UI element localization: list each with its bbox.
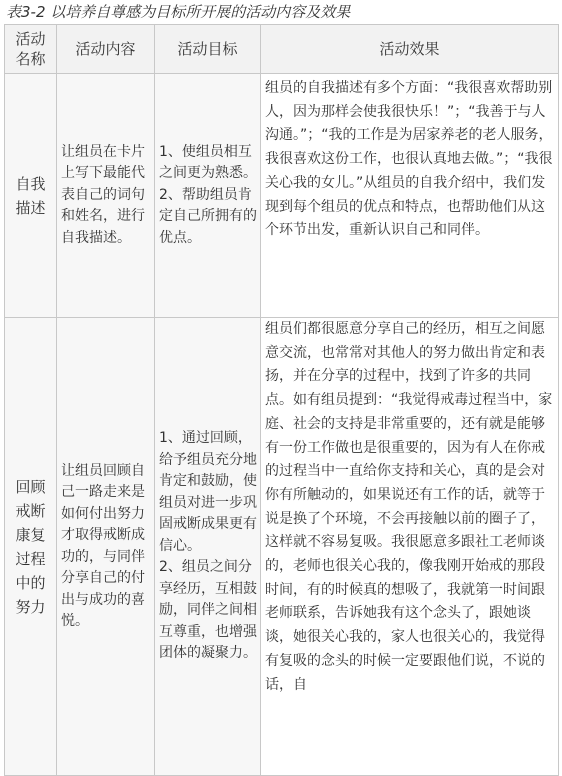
activity-effect-cell: 组员的自我描述有多个方面：“我很喜欢帮助别人，因为那样会使我很快乐！”；“我善于与人沟通。”；“我的工作是为居家养老的老人服务，我很喜欢这份工作，也很认真地去做。”；“我很关心我的女儿。”从组员的自我介绍中，我们发现到每个组员的优点和特点，也帮助他们从这个环节出发，重新认识自己和同伴。 xyxy=(261,74,559,318)
activity-goal-cell: 1、使组员相互之间更为熟悉。 2、帮助组员肯定自己所拥有的优点。 xyxy=(155,74,261,318)
header-activity-name: 活动 名称 xyxy=(5,25,57,74)
activity-goal-cell: 1、通过回顾，给予组员充分地肯定和鼓励，使组员对进一步巩固戒断成果更有信心。 2、组员之间分享经历，互相鼓励，同伴之间相互尊重，也增强团体的凝聚力。 xyxy=(155,318,261,776)
activity-table xyxy=(4,24,559,776)
table-caption: 表3-2 以培养自尊感为目标所开展的活动内容及效果 xyxy=(6,3,351,21)
table-header-row xyxy=(5,25,559,74)
header-activity-content: 活动内容 xyxy=(57,25,155,74)
activity-name-cell: 回顾 戒断 康复 过程 中的 努力 xyxy=(5,318,57,776)
table-row xyxy=(5,318,559,776)
activity-effect-cell: 组员们都很愿意分享自己的经历，相互之间愿意交流，也常常对其他人的努力做出肯定和表扬，并在分享的过程中，找到了许多的共同点。如有组员提到：“我觉得戒毒过程当中，家庭、社会的支持是非常重要的，还有就是能够有一份工作做也是很重要的，因为有人在你戒的过程当中一直给你支持和关心，真的是会对你有所触动的，如果说还有工作的话，就等于说是换了个环境，不会再接触以前的圈子了，这样就不容易复吸。我很愿意多跟社工老师谈的，老师也很关心我的，像我刚开始戒的那段时间，有的时候真的想吸了，我就第一时间跟老师联系，告诉她我有这个念头了，跟她谈谈，她很关心我的，家人也很关心的，我觉得有复吸的念头的时候一定要跟他们说，不说的话，自 xyxy=(261,318,559,776)
header-activity-effect: 活动效果 xyxy=(261,25,559,74)
activity-content-cell: 让组员回顾自己一路走来是如何付出努力才取得戒断成功的，与同伴分享自己的付出与成功的喜悦。 xyxy=(57,318,155,776)
activity-name-cell: 自我 描述 xyxy=(5,74,57,318)
table-row xyxy=(5,74,559,318)
header-activity-goal: 活动目标 xyxy=(155,25,261,74)
activity-content-cell: 让组员在卡片上写下最能代表自己的词句和姓名，进行自我描述。 xyxy=(57,74,155,318)
